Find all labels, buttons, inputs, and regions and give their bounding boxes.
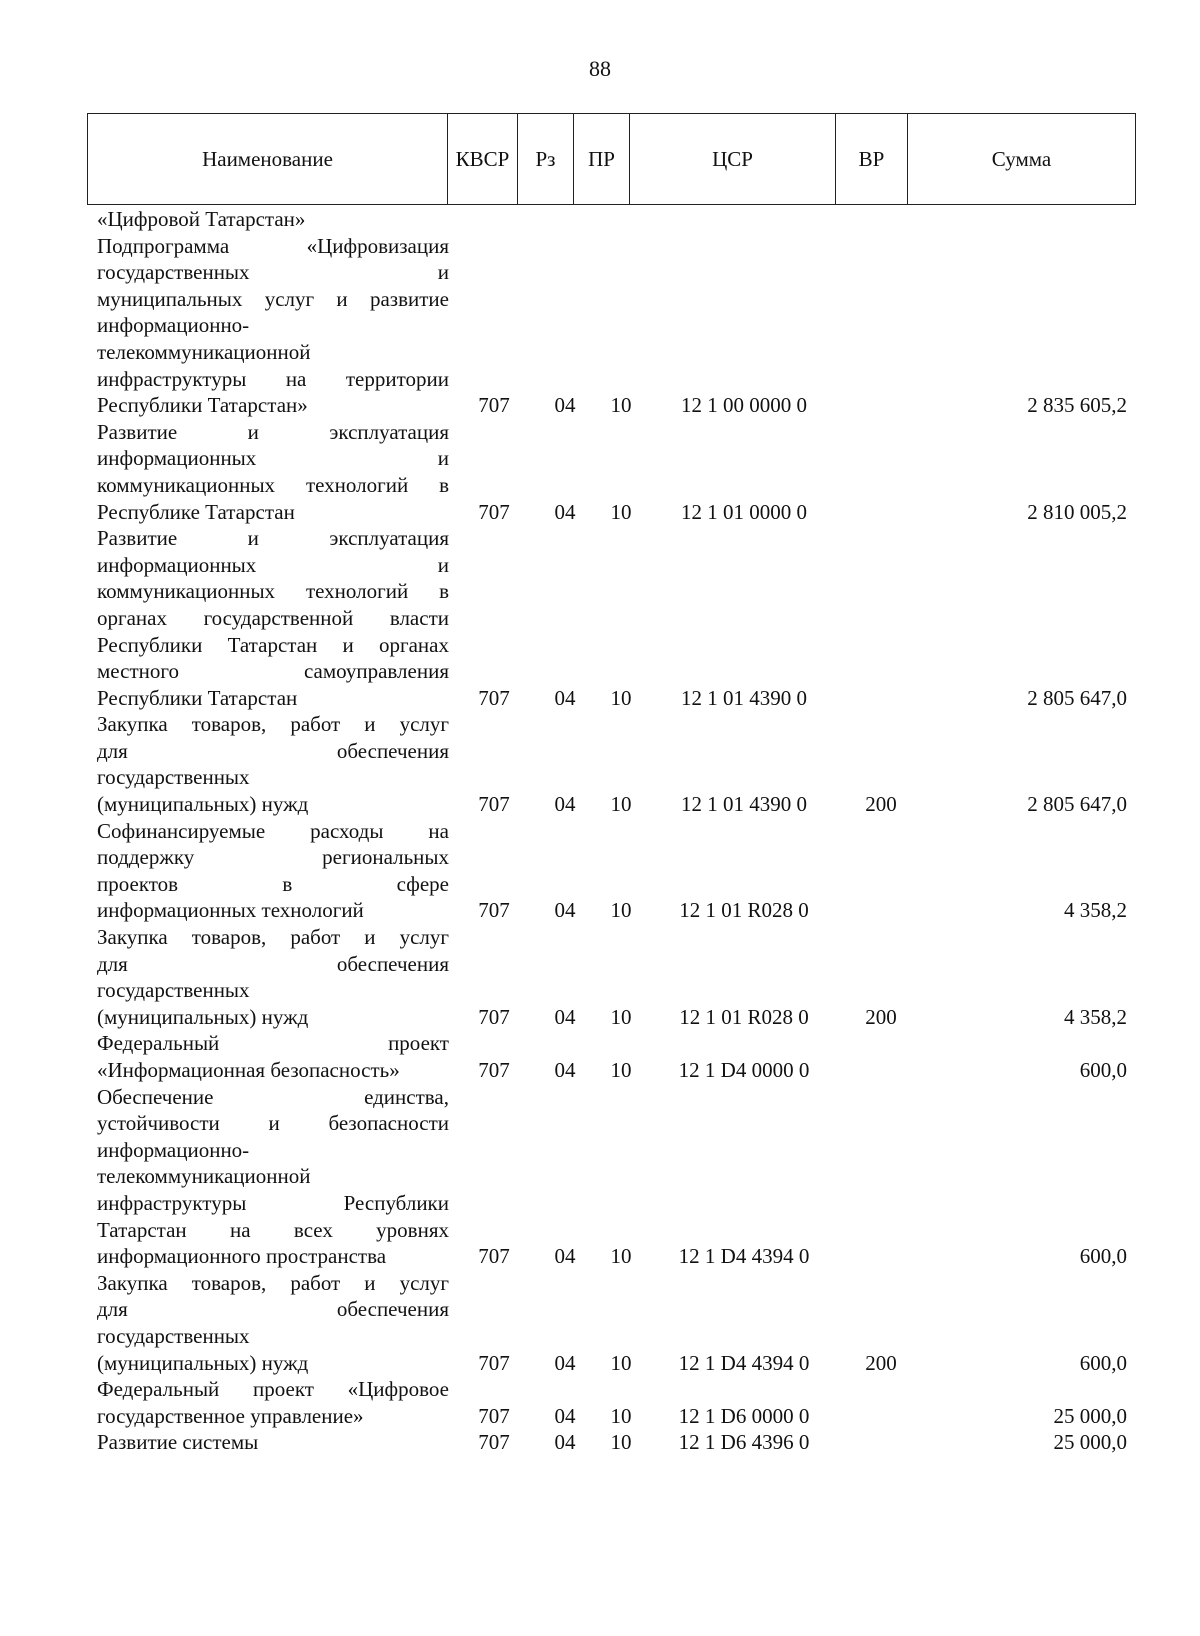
row-name [97,1270,449,1376]
row-sum: 2 835 605,2 [1027,393,1127,418]
table-row [97,1030,1127,1083]
row-sum: 2 805 647,0 [1027,685,1127,710]
row-vr: 200 [865,792,897,817]
row-sum: 4 358,2 [1064,898,1127,923]
row-kvsr: 707 [478,1058,510,1082]
row-name [97,924,449,1030]
row-pr: 10 [610,1430,632,1455]
row-csr: 12 1 D4 4394 0 [678,1350,810,1375]
row-rz: 04 [554,1350,576,1375]
row-name-line: поддержку региональных [97,845,449,870]
row-pr: 10 [610,1058,632,1082]
row-sum: 600,0 [1079,1244,1127,1269]
row-csr: 12 1 D6 0000 0 [678,1403,810,1428]
row-name-line: для обеспечения [97,738,449,763]
row-name-line: Развитие и эксплуатация [97,419,449,444]
row-name-line: инфраструктуры Республики [97,1190,449,1215]
row-name-line: для обеспечения [97,1297,449,1322]
row-pr: 10 [610,499,632,524]
table-row [97,924,1127,1030]
row-name-line: Подпрограмма «Цифровизация [97,233,449,258]
row-csr: 12 1 01 R028 0 [679,1004,809,1029]
row-name [97,206,449,233]
row-csr: 12 1 01 R028 0 [679,898,809,923]
row-rz: 04 [554,1004,576,1029]
row-kvsr: 707 [478,792,510,817]
row-name-line: телекоммуникационной [97,339,311,364]
row-vr: 200 [865,1350,897,1375]
row-name-line: коммуникационных технологий в [97,472,449,497]
row-csr: 12 1 01 4390 0 [681,685,807,710]
row-name-line: Софинансируемые расходы на [97,818,449,843]
row-name-line: муниципальных услуг и развитие [97,286,449,311]
row-name-line: «Информационная безопасность» [97,1058,400,1082]
table-header [87,113,1136,205]
row-pr: 10 [610,685,632,710]
row-pr: 10 [610,393,632,418]
row-name-line: коммуникационных технологий в [97,579,449,604]
row-name-line: Обеспечение единства, [97,1084,449,1109]
row-sum: 2 810 005,2 [1027,499,1127,524]
row-name-line: Закупка товаров, работ и услуг [97,1270,449,1295]
page-number: 88 [589,56,611,81]
row-name-line: «Цифровой Татарстан» [97,207,306,231]
row-name-line: местного самоуправления [97,659,449,684]
header-sum: Сумма [908,114,1136,205]
table-row [97,1084,1127,1270]
row-csr: 12 1 D6 4396 0 [678,1430,810,1455]
row-rz: 04 [554,1403,576,1428]
row-name-line: Республики Татарстан и органах [97,632,449,657]
row-name [97,818,449,924]
row-name [97,233,449,419]
header-csr: ЦСР [630,114,836,205]
row-name-line: Развитие и эксплуатация [97,526,449,551]
table-row [97,1429,1127,1456]
row-kvsr: 707 [478,499,510,524]
row-name-line: информационного пространства [97,1244,387,1269]
row-name [97,1376,449,1429]
row-name-line: Татарстан на всех уровнях [97,1217,449,1242]
row-kvsr: 707 [478,393,510,418]
row-name-line: (муниципальных) нужд [97,792,309,817]
row-csr: 12 1 00 0000 0 [681,393,807,418]
row-name-line: Закупка товаров, работ и услуг [97,712,449,737]
row-name-line: проектов в сфере [97,871,449,896]
table-body [97,206,1127,1456]
row-name-line: (муниципальных) нужд [97,1004,309,1029]
row-sum: 25 000,0 [1053,1430,1127,1455]
row-name-line: Федеральный проект [97,1031,449,1056]
row-sum: 2 805 647,0 [1027,792,1127,817]
row-name-line: Республике Татарстан [97,499,295,524]
table-row [97,818,1127,924]
row-sum: 600,0 [1079,1350,1127,1375]
row-pr: 10 [610,1004,632,1029]
row-kvsr: 707 [478,1350,510,1375]
row-name-line: Развитие системы [97,1430,259,1455]
row-name-line: информационных и [97,446,449,471]
row-kvsr: 707 [478,898,510,923]
row-vr: 200 [865,1004,897,1029]
row-rz: 04 [554,1058,576,1082]
row-rz: 04 [554,499,576,524]
row-kvsr: 707 [478,1244,510,1269]
row-name-line: (муниципальных) нужд [97,1350,309,1375]
row-pr: 10 [610,1244,632,1269]
row-name-line: Республики Татарстан [97,685,298,710]
header-name: Наименование [88,114,448,205]
row-csr: 12 1 01 4390 0 [681,792,807,817]
row-name-line: телекоммуникационной [97,1164,311,1189]
table-row [97,525,1127,711]
row-csr: 12 1 01 0000 0 [681,499,807,524]
header-rz: Рз [518,114,574,205]
row-pr: 10 [610,898,632,923]
row-name-line: государственных [97,1323,250,1348]
row-kvsr: 707 [478,1004,510,1029]
table-row [97,1376,1127,1429]
row-name [97,1429,449,1456]
row-csr: 12 1 D4 0000 0 [678,1058,810,1082]
row-name-line: государственных [97,765,250,790]
table-row [97,206,1127,233]
header-vr: ВР [836,114,908,205]
row-rz: 04 [554,1430,576,1455]
row-name-line: Республики Татарстан» [97,393,308,418]
row-name-line: информационных и [97,552,449,577]
row-name [97,1084,449,1270]
row-name-line: информационно- [97,313,250,338]
row-kvsr: 707 [478,685,510,710]
row-sum: 25 000,0 [1053,1403,1127,1428]
row-rz: 04 [554,685,576,710]
row-name [97,711,449,817]
row-pr: 10 [610,792,632,817]
row-pr: 10 [610,1403,632,1428]
row-kvsr: 707 [478,1403,510,1428]
row-name-line: Федеральный проект «Цифровое [97,1377,449,1402]
row-name-line: инфраструктуры на территории [97,366,449,391]
row-pr: 10 [610,1350,632,1375]
row-name-line: государственных и [97,260,449,285]
header-kvsr: КВСР [448,114,518,205]
row-name-line: государственное управление» [97,1403,364,1428]
table-row [97,233,1127,419]
table-row [97,1270,1127,1376]
row-sum: 4 358,2 [1064,1004,1127,1029]
row-sum: 600,0 [1079,1058,1127,1082]
row-name [97,525,449,711]
row-name-line: информационно- [97,1137,250,1162]
table-row [97,711,1127,817]
row-name [97,419,449,525]
row-kvsr: 707 [478,1430,510,1455]
row-name [97,1030,449,1083]
table-row [97,419,1127,525]
row-name-line: органах государственной власти [97,605,449,630]
row-rz: 04 [554,792,576,817]
row-name-line: государственных [97,978,250,1003]
row-rz: 04 [554,393,576,418]
row-name-line: информационных технологий [97,898,364,923]
row-name-line: Закупка товаров, работ и услуг [97,925,449,950]
row-rz: 04 [554,1244,576,1269]
header-pr: ПР [574,114,630,205]
row-csr: 12 1 D4 4394 0 [678,1244,810,1269]
row-name-line: устойчивости и безопасности [97,1111,449,1136]
row-rz: 04 [554,898,576,923]
row-name-line: для обеспечения [97,951,449,976]
